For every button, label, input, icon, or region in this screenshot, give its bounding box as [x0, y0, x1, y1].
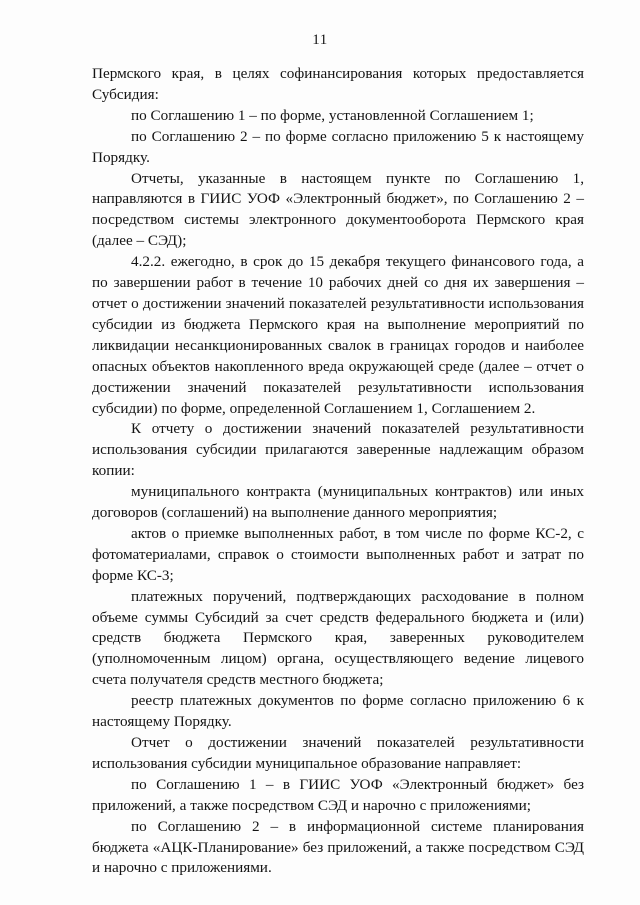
paragraph-municipal-contract: муниципального контракта (муниципальных контрактов) или иных договоров (соглашений) на выполнение данного мероприятия;	[92, 483, 584, 522]
page-number: 11	[312, 32, 328, 48]
paragraph-reports-submission: Отчеты, указанные в настоящем пункте по Соглашению 1, направляются в ГИИС УОФ «Электронный бюджет», по Соглашению 2 – посредством системы электронного документооборота Пермского края (далее – СЭД);	[92, 169, 584, 250]
paragraph-continuation: Пермского края, в целях софинансирования которых предоставляется Субсидия:	[92, 65, 584, 103]
paragraph-agreement-1-channel: по Соглашению 1 – в ГИИС УОФ «Электронный бюджет» без приложений, а также посредством СЭД и нарочно с приложениями;	[92, 775, 584, 814]
document-body	[92, 64, 584, 879]
paragraph-report-attachments: К отчету о достижении значений показателей результативности использования субсидии прилагаются заверенные надлежащим образом копии:	[92, 420, 584, 480]
paragraph-acceptance-acts: актов о приемке выполненных работ, в том числе по форме КС-2, с фотоматериалами, справок о стоимости выполненных работ и затрат по форме КС-3;	[92, 524, 584, 584]
paragraph-report-direction: Отчет о достижении значений показателей результативности использования субсидии муниципальное образование направляет:	[92, 734, 584, 772]
paragraph-agreement-1-form: по Соглашению 1 – по форме, установленной Соглашением 1;	[131, 106, 534, 124]
paragraph-agreement-2-form: по Соглашению 2 – по форме согласно приложению 5 к настоящему Порядку.	[92, 127, 584, 166]
paragraph-payment-register: реестр платежных документов по форме согласно приложению 6 к настоящему Порядку.	[92, 692, 584, 731]
paragraph-payment-orders: платежных поручений, подтверждающих расходование в полном объеме суммы Субсидий за счет средств федерального бюджета и (или) средств бюджета Пермского края, заверенных руководителем (уполномоченным лицом) органа, осуществляющего ведение лицевого счета получателя средств местного бюджета;	[92, 587, 584, 689]
paragraph-agreement-2-channel: по Соглашению 2 – в информационной системе планирования бюджета «АЦК-Планирование» без приложений, а также посредством СЭД и нарочно с приложениями.	[92, 817, 584, 877]
paragraph-4-2-2: 4.2.2. ежегодно, в срок до 15 декабря текущего финансового года, а по завершении работ в течение 10 рабочих дней со дня их завершения – отчет о достижении значений показателей результативности использования субсидии из бюджета Пермского края на выполнение мероприятий по ликвидации несанкционированных свалок в границах городов и наиболее опасных объектов накопленного вреда окружающей среде (далее – отчет о достижении значений показателей результативности использования субсидии) по форме, определенной Соглашением 1, Соглашением 2.	[92, 253, 584, 417]
